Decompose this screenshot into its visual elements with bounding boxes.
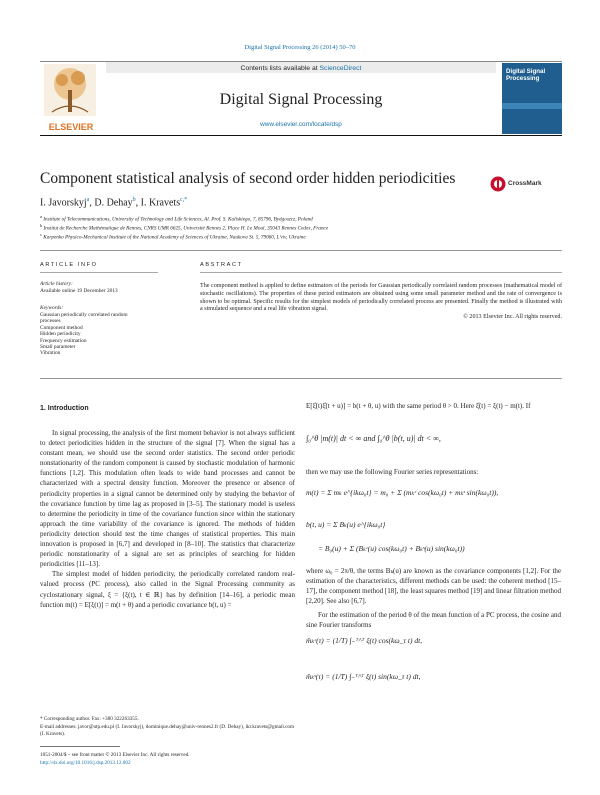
keyword: Small parameter xyxy=(40,344,76,351)
corresponding-author-note: * Corresponding author. Fax: +380 322263355. xyxy=(40,716,139,722)
paragraph: where ω₀ = 2π/θ, the terms Bₖ(u) are known as the covariance components [1,2]. For the estimation of the characteristics, different methods can be used: the coherent method [15–17], the component method [18], the least squares method [19] and linear filtration method [2,20]. See also [6,7]. xyxy=(306,567,561,606)
affiliation-text: Institute of Telecommunications, University of Technology and Life Sciences, Al. Prof. S. Kaliskiego, 7, 85796, Bydgoszcz, Poland xyxy=(43,216,313,223)
crossmark-icon xyxy=(490,176,506,192)
section-heading: 1. Introduction xyxy=(40,405,89,412)
abstract-body xyxy=(200,283,562,322)
paragraph: The simplest model of hidden periodicity, the periodically correlated random real-valued process (PC process), also called in the Signal Processing community as cyclostationary signal, ξ = {ξ(t), t ∈ ℝ} has by definition [14–16], a periodic mean function m(t) = E[ξ(t)] = m(t + θ) and a periodic covariance b(t, u) = xyxy=(40,570,295,609)
cover-title: Digital Signal Processing xyxy=(506,68,546,83)
author-name[interactable]: I. Kravets xyxy=(140,197,181,209)
equation: m(t) = Σ mₖ e^{ikω₀t} = m₀ + Σ (mₖᶜ cos(kω₀t) + mₖˢ sin(kω₀t)), xyxy=(306,488,499,497)
equation: = B₀(u) + Σ (Bₖᶜ(u) cos(kω₀t) + Bₖˢ(u) sin(kω₀t)) xyxy=(318,544,465,553)
keyword: Frequency estimation xyxy=(40,337,87,344)
crossmark-label: CrossMark xyxy=(508,180,542,187)
journal-cover xyxy=(502,63,562,134)
cover-stripe xyxy=(502,103,562,109)
affiliation-mark: a xyxy=(40,214,42,219)
abstract-label: ABSTRACT xyxy=(200,262,243,268)
abstract-copyright: © 2013 Elsevier Inc. All rights reserved. xyxy=(463,314,562,321)
affiliation-mark: b xyxy=(40,223,43,228)
affiliation xyxy=(40,232,306,241)
paragraph: In signal processing, the analysis of the first moment behavior is not always sufficient to detect periodicities hidden in the structure of the signal [7]. When the signal has a constant mean, we should use the second order statistics. The second order periodic nonstationarity of the random component is caused by stochastic modulation of harmonic functions [1,2]. This modulation often leads to wide band processes and cannot be characterized with a spectral density function. Moreover the presence or absence of periodicity properties in a signal cannot be determined only by studying the behavior of the covariance function by time lag as proposed in [3–5]. The stationary model is useless to determine the periodicity in time of the covariance function since within the stationary approach the time variability of the covariance is ignored. The methods of hidden periodicity detection should test the time changes of statistical properties. This main innovation is proposed in [6,7] and developed in [8–10]. The statistics that characterize periodic nonstationarity of a signal are set as principles of searching for hidden periodicities [11–13]. xyxy=(40,429,295,569)
author-affil-mark[interactable]: a xyxy=(86,197,90,203)
equation: b(t, u) = Σ Bₖ(u) e^{ikω₀t} xyxy=(306,520,386,529)
keyword: Vibration xyxy=(40,350,61,357)
email-addresses[interactable]: E-mail addresses: javor@utp.edu.pl (I. Javorskyj), dominique.dehay@univ-rennes2.fr (D. Dehay), ikr.kravets@gmail.com (I. Kravets). xyxy=(40,724,295,737)
keyword: Gaussian periodically correlated random xyxy=(40,312,128,318)
keyword: Hidden periodicity xyxy=(40,331,81,338)
journal-masthead xyxy=(40,61,562,136)
keywords-label: Keywords: xyxy=(40,305,64,311)
divider xyxy=(40,250,562,251)
doi-link[interactable]: http://dx.doi.org/10.1016/j.dsp.2013.12.002 xyxy=(40,760,131,766)
divider xyxy=(200,272,562,273)
crossmark-badge[interactable] xyxy=(490,176,560,192)
author-affil-mark[interactable]: b xyxy=(132,197,136,203)
affiliation xyxy=(40,214,313,223)
issn-line: 1051-2004/$ – see front matter © 2013 Elsevier Inc. All rights reserved. xyxy=(40,752,190,758)
history-label: Article history: xyxy=(40,281,73,287)
divider xyxy=(40,272,158,273)
article-title: Component statistical analysis of second order hidden periodicities xyxy=(40,170,456,187)
article-info-label: ARTICLE INFO xyxy=(40,262,98,268)
publisher-name: ELSEVIER xyxy=(48,122,94,132)
divider xyxy=(40,378,562,379)
abstract-text: The component method is applied to define estimators of the periods for Gaussian periodically correlated random processes (mathematical model of stochastic oscillations). The properties of these period estimators are obtained using some small parameter method and the rate of convergence is shown to be optimal. Specific results for the simplest models of periodically correlated process are presented. Finally the method is illustrated with a simulated sequence and a real life vibration signal. xyxy=(200,283,562,313)
affiliation-mark: c xyxy=(40,232,42,237)
equation: m̂ₖˢ(τ) = (1/T) ∫₋ᵀ^ᵀ ξ(t) sin(kω_τ t) dt, xyxy=(306,672,421,681)
keyword-list xyxy=(40,312,168,357)
paragraph: then we may use the following Fourier series representations: xyxy=(306,468,479,476)
affiliation-text: Institut de Recherche Mathématique de Rennes, CNRS UMR 6625, Université Rennes 2, Place H. Le Moal, 35043 Rennes Cedex, France xyxy=(43,225,329,232)
history-date: Available online 19 December 2013 xyxy=(40,288,118,294)
keyword: Component method xyxy=(40,324,83,331)
author-name[interactable]: I. Javorskyj xyxy=(40,197,87,209)
paragraph: For the estimation of the period θ of the mean function of a PC process, the cosine and sine Fourier transforms xyxy=(306,611,561,630)
affiliation-text: Karpenko Physico-Mechanical Institute of the National Academy of Sciences of Ukraine, Naukova St. 5, 79060, L'viv, Ukraine xyxy=(43,234,306,241)
equation: m̂ₖᶜ(τ) = (1/T) ∫₋ᵀ^ᵀ ξ(t) cos(kω_τ t) dt, xyxy=(306,636,423,645)
equation: ∫₀^θ |m(t)| dt < ∞ and ∫₀^θ |b(t, u)| dt < ∞, xyxy=(306,434,441,443)
journal-reference[interactable]: Digital Signal Processing 26 (2014) 50–70 xyxy=(244,44,356,51)
keyword: processes xyxy=(40,318,61,325)
author-name[interactable]: D. Dehay xyxy=(94,197,133,209)
contents-prefix: Contents lists available at xyxy=(240,65,320,72)
paragraph: E[ξ̊(t)ξ̊(t + u)] = b(t + θ, u) with the same period θ > 0. Here ξ̊(t) = ξ(t) − m(t). If xyxy=(306,402,531,410)
affiliation xyxy=(40,223,328,232)
sciencedirect-link[interactable]: ScienceDirect xyxy=(319,65,362,72)
author-list: I. Javorskyj$^a$, D. Dehay$^b$, I. Kravets$^{c,*}$ xyxy=(40,197,188,209)
journal-name: Digital Signal Processing xyxy=(219,91,383,108)
footnote-divider xyxy=(40,746,120,747)
right-column xyxy=(306,401,561,411)
contents-line xyxy=(40,65,562,72)
journal-homepage-link[interactable]: www.elsevier.com/locate/dsp xyxy=(260,121,342,128)
left-column xyxy=(40,428,295,610)
author-affil-mark[interactable]: c,* xyxy=(180,197,188,203)
